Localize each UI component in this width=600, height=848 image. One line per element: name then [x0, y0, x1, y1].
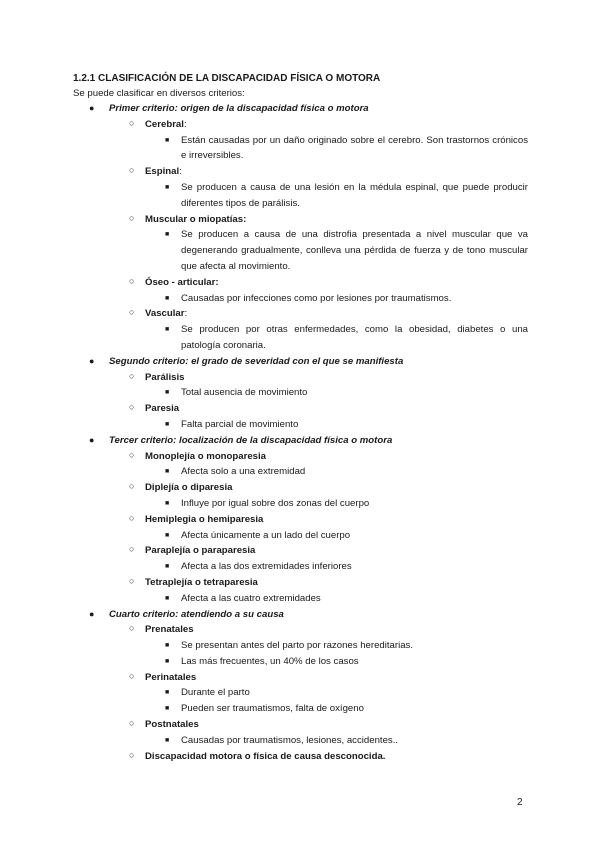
detail-item: [145, 291, 528, 307]
bullet-circle: ○: [129, 275, 135, 286]
bullet-square: ■: [165, 657, 170, 665]
bullet-circle: ○: [129, 370, 135, 381]
detail-item: [145, 638, 528, 654]
criterion-item: [73, 433, 528, 607]
subcategory-item: [109, 575, 528, 607]
detail-item: [145, 180, 528, 212]
detail-list: [145, 291, 528, 307]
subcategory-name: Cerebral: [145, 118, 184, 130]
subcategory-name: Diplejía o diparesia: [145, 482, 233, 494]
detail-item: [145, 701, 528, 717]
subcategory-item: [109, 543, 528, 575]
bullet-square: ■: [165, 231, 170, 239]
subcategory-item: [109, 670, 528, 717]
detail-text: Se producen a causa de una distrofia presentada a nivel muscular que va degenerando gradualmente, conlleva una pérdida de fuerza y de tono muscular que afecta al movimiento.: [181, 229, 528, 272]
bullet-circle: ○: [129, 402, 135, 413]
bullet-square: ■: [165, 499, 170, 507]
bullet-circle: ○: [129, 749, 135, 760]
bullet-square: ■: [165, 420, 170, 428]
subcategory-name: Discapacidad motora o física de causa desconocida.: [145, 750, 386, 762]
detail-text: Se presentan antes del parto por razones hereditarias.: [181, 640, 413, 652]
subcategory-item: [109, 306, 528, 353]
subcategory-name: Tetraplejía o tetraparesia: [145, 576, 258, 588]
detail-item: [145, 528, 528, 544]
detail-item: [145, 464, 528, 480]
bullet-square: ■: [165, 705, 170, 713]
subcategory-item: [109, 212, 528, 275]
page-number: 2: [517, 797, 523, 808]
detail-list: [145, 733, 528, 749]
detail-item: [145, 496, 528, 512]
subcategory-list: [109, 622, 528, 764]
subcategory-item: [109, 370, 528, 402]
detail-list: [145, 496, 528, 512]
bullet-circle: ○: [129, 623, 135, 634]
intro-text: Se puede clasificar en diversos criterios:: [73, 88, 245, 99]
detail-item: [145, 417, 528, 433]
bullet-square: ■: [165, 563, 170, 571]
subcategory-item: [109, 749, 528, 765]
detail-item: [145, 733, 528, 749]
subcategory-item: [109, 717, 528, 749]
bullet-square: ■: [165, 294, 170, 302]
criterion-item: [73, 607, 528, 765]
criterion-title: Cuarto criterio: atendiendo a su causa: [109, 608, 284, 620]
bullet-circle: ○: [129, 165, 135, 176]
criteria-list: [73, 101, 528, 764]
criterion-title: Primer criterio: origen de la discapacidad física o motora: [109, 103, 369, 114]
section-heading: 1.2.1 CLASIFICACIÓN DE LA DISCAPACIDAD FÍSICA O MOTORA: [73, 73, 381, 84]
subcategory-name: Óseo - articular:: [145, 276, 219, 288]
detail-item: [145, 322, 528, 354]
criterion-title: Tercer criterio: localización de la discapacidad física o motora: [109, 434, 393, 446]
detail-list: [145, 322, 528, 354]
detail-text: Afecta a las dos extremidades inferiores: [181, 561, 352, 573]
detail-item: [145, 133, 528, 165]
bullet-square: ■: [165, 326, 170, 334]
subcategory-item: [109, 164, 528, 211]
detail-text: Afecta únicamente a un lado del cuerpo: [181, 529, 351, 541]
detail-list: [145, 559, 528, 575]
subcategory-item: [109, 622, 528, 669]
detail-list: [145, 227, 528, 274]
subcategory-name: Vascular: [145, 308, 185, 320]
subcategory-suffix: :: [179, 166, 182, 178]
bullet-square: ■: [165, 642, 170, 650]
detail-item: [145, 227, 528, 274]
bullet-square: ■: [165, 468, 170, 476]
bullet-square: ■: [165, 531, 170, 539]
detail-text: Se producen por otras enfermedades, como la obesidad, diabetes o una patología coronaria.: [181, 324, 528, 351]
detail-item: [145, 685, 528, 701]
subcategory-item: [109, 480, 528, 512]
subcategory-name: Postnatales: [145, 719, 199, 731]
subcategory-name: Paraplejía o paraparesia: [145, 545, 256, 557]
detail-list: [145, 180, 528, 212]
bullet-square: ■: [165, 183, 170, 191]
detail-text: Total ausencia de movimiento: [181, 387, 308, 399]
detail-text: Pueden ser traumatismos, falta de oxígeno: [181, 703, 364, 715]
detail-text: Influye por igual sobre dos zonas del cuerpo: [181, 497, 370, 509]
bullet-circle: ○: [129, 307, 135, 318]
detail-item: [145, 654, 528, 670]
bullet-circle: ○: [129, 512, 135, 523]
bullet-circle: ○: [129, 212, 135, 223]
detail-text: Causadas por traumatismos, lesiones, accidentes..: [181, 734, 399, 746]
detail-list: [145, 417, 528, 433]
subcategory-name: Prenatales: [145, 624, 194, 636]
bullet-square: ■: [165, 389, 170, 397]
detail-text: Están causadas por un daño originado sobre el cerebro. Son trastornos crónicos e irreversibles.: [181, 134, 528, 162]
bullet-square: ■: [165, 136, 170, 144]
subcategory-name: Parálisis: [145, 371, 185, 383]
subcategory-name: Perinatales: [145, 671, 197, 683]
detail-text: Afecta a las cuatro extremidades: [181, 592, 321, 604]
subcategory-name: Hemiplegia o hemiparesia: [145, 513, 264, 525]
criterion-title: Segundo criterio: el grado de severidad con el que se manifiesta: [109, 355, 404, 367]
page-content: [73, 72, 528, 764]
bullet-circle: ○: [129, 449, 135, 460]
detail-text: Las más frecuentes, un 40% de los casos: [181, 655, 359, 667]
detail-list: [145, 385, 528, 401]
detail-text: Se producen a causa de una lesión en la médula espinal, que puede producir diferentes tipos de parálisis.: [181, 181, 528, 209]
subcategory-item: [109, 401, 528, 433]
bullet-circle: ○: [129, 544, 135, 555]
detail-list: [145, 638, 528, 670]
subcategory-name: Paresia: [145, 403, 180, 415]
bullet-circle: ○: [129, 117, 135, 128]
subcategory-name: Espinal: [145, 166, 180, 178]
detail-list: [145, 133, 528, 165]
detail-list: [145, 591, 528, 607]
detail-item: [145, 591, 528, 607]
detail-item: [145, 559, 528, 575]
subcategory-suffix: :: [184, 308, 188, 320]
bullet-disc: ●: [89, 103, 95, 113]
bullet-disc: ●: [89, 355, 95, 366]
bullet-square: ■: [165, 689, 170, 697]
bullet-circle: ○: [129, 481, 135, 492]
bullet-disc: ●: [89, 608, 95, 619]
detail-text: Durante el parto: [181, 687, 250, 699]
bullet-circle: ○: [129, 718, 135, 729]
bullet-square: ■: [165, 594, 170, 602]
subcategory-name: Muscular o miopatías:: [145, 213, 247, 225]
detail-list: [145, 528, 528, 544]
bullet-circle: ○: [129, 575, 135, 586]
detail-item: [145, 385, 528, 401]
bullet-circle: ○: [129, 670, 135, 681]
criterion-item: [73, 101, 528, 354]
detail-text: Falta parcial de movimiento: [181, 418, 299, 430]
subcategory-item: [109, 117, 528, 164]
detail-list: [145, 685, 528, 717]
detail-text: Afecta solo a una extremidad: [181, 466, 306, 478]
bullet-square: ■: [165, 736, 170, 744]
subcategory-suffix: :: [183, 118, 187, 130]
bullet-disc: ●: [89, 434, 95, 445]
subcategory-list: [109, 370, 528, 433]
subcategory-list: [109, 117, 528, 354]
subcategory-item: [109, 512, 528, 544]
detail-text: Causadas por infecciones como por lesiones por traumatismos.: [181, 292, 452, 304]
detail-list: [145, 464, 528, 480]
criterion-item: [73, 354, 528, 433]
subcategory-name: Monoplejía o monoparesia: [145, 450, 267, 462]
subcategory-item: [109, 275, 528, 307]
subcategory-item: [109, 449, 528, 481]
subcategory-list: [109, 449, 528, 607]
